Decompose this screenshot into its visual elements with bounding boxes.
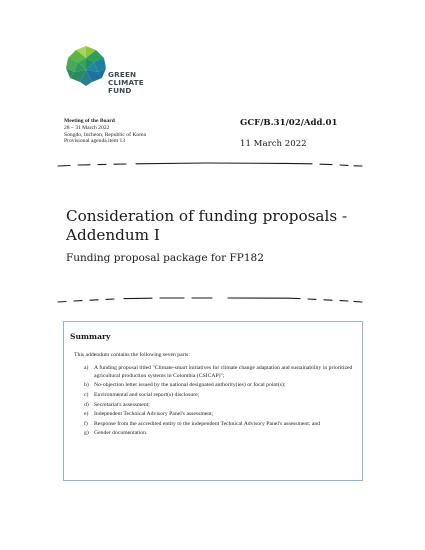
list-item-text: Independent Technical Advisory Panel's assessment; (94, 411, 214, 418)
document-info (240, 118, 338, 149)
list-item (84, 421, 356, 429)
list-item-letter: c) (84, 391, 89, 398)
logo-line-3: FUND (108, 86, 132, 96)
list-item-letter: d) (84, 401, 89, 408)
document-title (66, 207, 376, 245)
list-item-text: Response from the accredited entity to the independent Technical Advisory Panel's assessment; and (94, 420, 321, 427)
summary-list (84, 365, 356, 440)
separator-bottom (56, 295, 364, 305)
document-subtitle: Funding proposal package for FP182 (66, 252, 264, 264)
list-item-letter: a) (84, 365, 89, 371)
list-item (84, 411, 356, 419)
summary-intro: This addendum contains the following seven parts: (74, 352, 190, 358)
meeting-dates: 28 – 31 March 2022 (64, 124, 110, 131)
list-item-text: Secretariat's assessment; (94, 401, 150, 408)
globe-icon (64, 44, 108, 88)
list-item-letter: e) (84, 411, 89, 418)
logo-line-1: GREEN (108, 70, 137, 79)
separator-top (56, 160, 364, 170)
list-item-text: A funding proposal titled "Climate-smart initiatives for climate change adaptation and sustainability in prioritized agricultural production systems in Colombia (CSICAP)"; (94, 365, 353, 379)
list-item-letter: b) (84, 382, 89, 389)
logo-line-2: CLIMATE (108, 78, 144, 88)
list-item-text: Environmental and social report(s) disclosure; (94, 391, 200, 398)
list-item (84, 365, 356, 381)
list-item (84, 402, 356, 410)
meeting-agenda-item: Provisional agenda item 13 (64, 138, 126, 145)
list-item-letter: g) (84, 430, 89, 437)
list-item-text: Gender documentation. (94, 430, 148, 437)
document-code: GCF/B.31/02/Add.01 (240, 118, 338, 128)
logo-wordmark (108, 71, 144, 96)
list-item-text: No-objection letter issued by the national designated authority(ies) or focal point(s); (94, 382, 286, 389)
list-item (84, 392, 356, 400)
summary-box (63, 321, 363, 481)
list-item-letter: f) (84, 420, 88, 427)
list-item (84, 382, 356, 390)
meeting-location: Songdo, Incheon, Republic of Korea (64, 131, 147, 138)
gcf-logo (64, 44, 154, 104)
list-item (84, 430, 356, 438)
title-line-1: Consideration of funding proposals - (66, 207, 348, 225)
document-date: 11 March 2022 (240, 139, 307, 149)
meeting-info (64, 118, 146, 145)
summary-heading: Summary (70, 332, 111, 341)
meeting-title: Meeting of the Board (64, 118, 115, 124)
title-line-2: Addendum I (66, 226, 160, 244)
